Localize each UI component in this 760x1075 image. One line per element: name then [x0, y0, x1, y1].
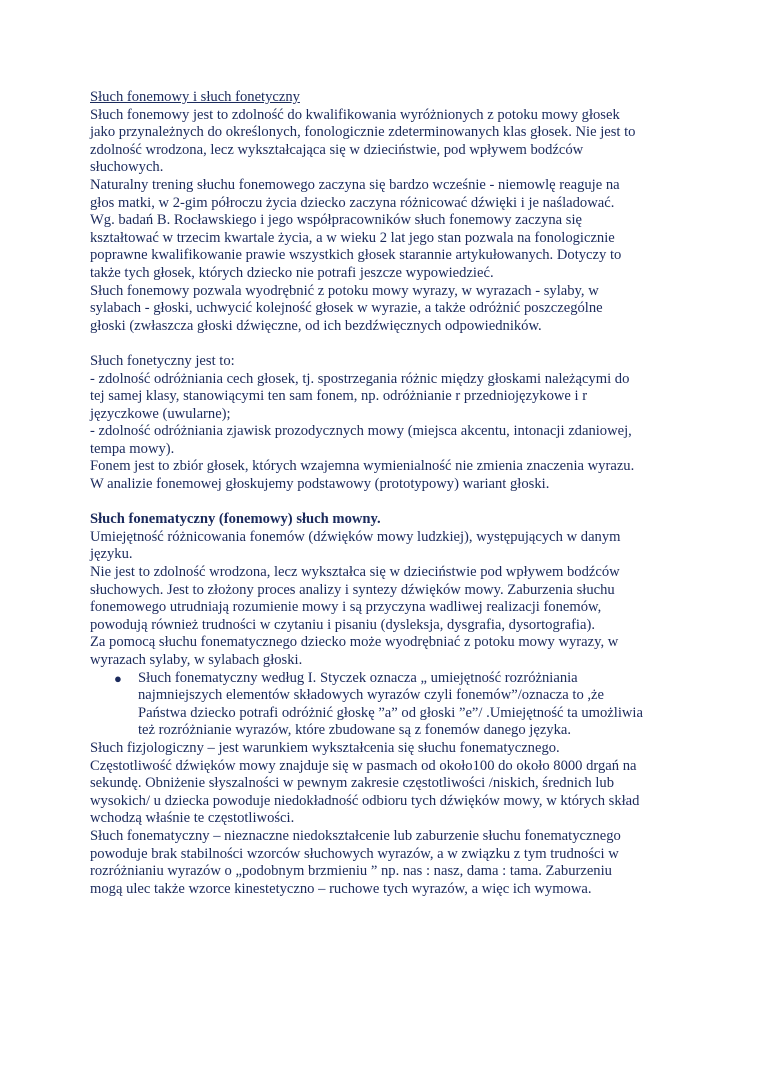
paragraph-line: Wg. badań B. Rocławskiego i jego współpracowników słuch fonemowy zaczyna się — [90, 212, 583, 229]
document-page — [90, 89, 680, 898]
paragraph-line: powoduje brak stabilności wzorców słuchowych wyrazów, a w związku z tym trudności w — [90, 845, 619, 862]
paragraph-line: także tych głosek, których dziecko nie potrafi jeszcze wypowiedzieć. — [90, 264, 494, 281]
paragraph-line: Naturalny trening słuchu fonemowego zaczyna się bardzo wcześnie - niemowlę reaguje na — [90, 176, 620, 193]
paragraph-line: języku. — [90, 546, 133, 563]
paragraph-line: języczkowe (uwularne); — [90, 405, 231, 422]
paragraph-line: wyrazach sylaby, w sylabach głoski. — [90, 652, 303, 668]
blank-line — [90, 494, 680, 512]
paragraph-line: mogą ulec także wzorce kinestetyczno – ruchowe tych wyrazów, a więc ich wymowa. — [90, 880, 592, 897]
bullet-list-item — [90, 670, 680, 740]
paragraph-line: słuchowych. Jest to złożony proces analizy i syntezy dźwięków mowy. Zaburzenia słuchu — [90, 581, 615, 598]
paragraph-line: Fonem jest to zbiór głosek, których wzajemna wymienialność nie zmienia znaczenia wyrazu. — [90, 458, 635, 475]
paragraph-line: rozróżnianiu wyrazów o „podobnym brzmieniu ” np. nas : nasz, dama : tama. Zaburzeniu — [90, 863, 612, 880]
paragraph-line: Za pomocą słuchu fonematycznego dziecko może wyodrębniać z potoku mowy wyrazy, w — [90, 634, 619, 651]
paragraph-line: tempa mowy). — [90, 440, 175, 457]
paragraph-line: - zdolność odróżniania cech głosek, tj. spostrzegania różnic między głoskami należącymi do — [90, 370, 630, 387]
paragraph-line: W analizie fonemowej głoskujemy podstawowy (prototypowy) wariant głoski. — [90, 476, 550, 493]
paragraph-line: wchodzą właśnie te częstotliwości. — [90, 810, 295, 827]
paragraph-line: Nie jest to zdolność wrodzona, lecz wykształca się w dzieciństwie pod wpływem bodźców — [90, 564, 620, 581]
paragraph-line: powodują również trudności w czytaniu i pisaniu (dysleksja, dysgrafia, dysortografia). — [90, 616, 595, 633]
paragraph-line: jako przynależnych do określonych, fonologicznie zdeterminowanych klas głosek. Nie jest to — [90, 124, 636, 141]
paragraph-line: sekundę. Obniżenie słyszalności w pewnym zakresie częstotliwości /niskich, średnich lub — [90, 775, 615, 792]
bullet-icon: ● — [114, 670, 122, 686]
paragraph-line: Słuch fonemowy pozwala wyodrębnić z potoku mowy wyrazy, w wyrazach - sylaby, w — [90, 282, 599, 299]
paragraph-line: - zdolność odróżniania zjawisk prozodycznych mowy (miejsca akcentu, intonacji zdaniowej, — [90, 423, 632, 440]
bullet-line: Państwa dziecko potrafi odróżnić głoskę ”a” od głoski ”e”/ .Umiejętność ta umożliwia — [138, 704, 643, 721]
paragraph-line: sylabach - głoski, uchwycić kolejność głosek w wyrazie, a także odróżnić poszczególne — [90, 300, 603, 317]
paragraph-line: fonemowego utrudniają rozumienie mowy i są przyczyna wadliwej realizacji fonemów, — [90, 599, 602, 616]
section-sluch-fonetyczny — [90, 353, 680, 494]
paragraph-line: Słuch fonetyczny jest to: — [90, 352, 235, 369]
paragraph-line: Częstotliwość dźwięków mowy znajduje się w pasmach od około100 do około 8000 drgań na — [90, 757, 637, 774]
paragraph-line: wysokich/ u dziecka powoduje niedokładność odbioru tych dźwięków mowy, w których skład — [90, 792, 640, 809]
paragraph-line: tej samej klasy, stanowiącymi ten sam fonem, np. odróżnianie r przedniojęzykowe i r — [90, 388, 588, 405]
paragraph-line: słuchowych. — [90, 159, 164, 176]
paragraph-line: głoski (zwłaszcza głoski dźwięczne, od ich bezdźwięcznych odpowiedników. — [90, 317, 542, 334]
document-title: Słuch fonemowy i słuch fonetyczny — [90, 89, 300, 105]
paragraph-line: poprawne kwalifikowanie prawie wszystkich głosek starannie artykułowanych. Dotyczy to — [90, 247, 622, 264]
paragraph-line: Słuch fizjologiczny – jest warunkiem wykształcenia się słuchu fonematycznego. — [90, 739, 560, 756]
paragraph-line: Słuch fonematyczny – nieznaczne niedokształcenie lub zaburzenie słuchu fonematycznego — [90, 827, 621, 844]
section-sluch-fonematyczny — [90, 529, 680, 670]
section-sluch-fizjologiczny — [90, 740, 680, 898]
section-heading: Słuch fonematyczny (fonemowy) słuch mowny. — [90, 511, 381, 528]
blank-line — [90, 335, 680, 353]
paragraph-line: Słuch fonemowy jest to zdolność do kwalifikowania wyróżnionych z potoku mowy głosek — [90, 106, 620, 123]
paragraph-line: kształtować w trzecim kwartale życia, a w wieku 2 lat jego stan pozwala na fonologicznie — [90, 229, 615, 246]
paragraph-line: głos matki, w 2-gim półroczu życia dziecko zaczyna różnicować dźwięki i je naśladować. — [90, 194, 615, 211]
bullet-line: Słuch fonematyczny według I. Styczek oznacza „ umiejętność rozróżniania — [138, 669, 578, 686]
section-sluch-fonemowy — [90, 107, 680, 336]
bullet-line: też rozróżnianie wyrazów, które zbudowane są z fonemów danego języka. — [138, 722, 572, 739]
paragraph-line: zdolność wrodzona, lecz wykształcająca się w dzieciństwie, pod wpływem bodźców — [90, 141, 584, 158]
paragraph-line: Umiejętność różnicowania fonemów (dźwięków mowy ludzkiej), występujących w danym — [90, 528, 621, 545]
bullet-line: najmniejszych elementów składowych wyrazów czyli fonemów”/oznacza to ,że — [138, 687, 605, 704]
